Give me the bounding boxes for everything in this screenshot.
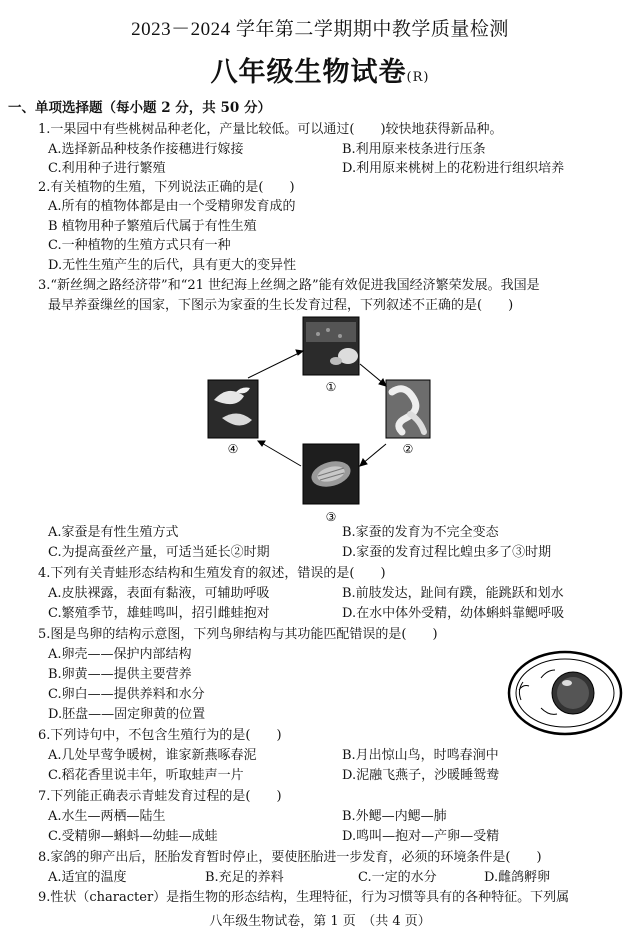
q1-option-c: C.利用种子进行繁殖	[48, 161, 166, 176]
q2-option-d: D.无性生殖产生的后代，具有更大的变异性	[48, 258, 297, 273]
q1-option-a: A.选择新品种枝条作接穗进行嫁接	[48, 142, 244, 157]
q4-option-d: D.在水中体外受精，幼体蝌蚪靠鳃呼吸	[342, 606, 565, 621]
question-9-stem: 9.性状（character）是指生物的形态结构，生理特征，行为习惯等具有的各种特征。下列属	[38, 890, 570, 905]
page-footer: 八年级生物试卷，第 1 页 （共 4 页）	[209, 914, 431, 929]
q2-option-a: A.所有的植物体都是由一个受精卵发育成的	[48, 199, 296, 214]
question-8-stem: 8.家鸽的卵产出后，胚胎发育暂时停止，要使胚胎进一步发育，必须的环境条件是( )	[38, 850, 542, 865]
germinal-disc	[562, 680, 572, 686]
q7-option-a: A.水生—两栖—陆生	[48, 809, 166, 824]
q6-option-d: D.泥融飞燕子，沙暖睡鸳鸯	[342, 768, 500, 783]
q8-option-a: A.适宜的温度	[48, 870, 127, 885]
title-suffix: (R)	[406, 70, 430, 85]
q5-option-d: D.胚盘——固定卵黄的位置	[48, 707, 206, 722]
q3-option-d: D.家蚕的发育过程比蝗虫多了③时期	[342, 545, 552, 560]
figure-label-1: ①	[325, 380, 337, 394]
q1-option-b: B.利用原来枝条进行压条	[342, 142, 486, 157]
question-4-stem: 4.下列有关青蛙形态结构和生殖发育的叙述，错误的是( )	[38, 566, 386, 581]
q4-option-b: B.前肢发达，趾间有蹼，能跳跃和划水	[342, 586, 564, 601]
pupa-stage-image	[303, 444, 359, 504]
bird-egg-diagram	[505, 648, 625, 738]
q5-option-b: B.卵黄——提供主要营养	[48, 667, 192, 682]
q6-option-c: C.稻花香里说丰年，听取蛙声一片	[48, 768, 244, 783]
figure-label-2: ②	[402, 442, 414, 456]
q3-option-c: C.为提高蚕丝产量，可适当延长②时期	[48, 545, 270, 560]
q2-option-b: B 植物用种子繁殖后代属于有性生殖	[48, 219, 257, 234]
question-5-stem: 5.图是鸟卵的结构示意图，下列鸟卵结构与其功能匹配错误的是( )	[38, 627, 438, 642]
q1-option-d: D.利用原来桃树上的花粉进行组织培养	[342, 161, 565, 176]
silkworm-lifecycle-figure	[200, 314, 440, 524]
question-3-stem-line2: 最早养蚕缫丝的国家，下图示为家蚕的生长发育过程，下列叙述不正确的是( )	[48, 298, 514, 313]
question-3-stem-line1: 3.“新丝绸之路经济带”和“21 世纪海上丝绸之路”能有效促进我国经济繁荣发展。我国是	[38, 278, 540, 293]
q6-option-a: A.几处早莺争暖树，谁家新燕啄春泥	[48, 748, 257, 763]
page-title	[0, 50, 640, 89]
q6-option-b: B.月出惊山鸟，时鸣春涧中	[342, 748, 499, 763]
q2-option-c: C.一种植物的生殖方式只有一种	[48, 238, 231, 253]
q3-option-b: B.家蚕的发育为不完全变态	[342, 525, 499, 540]
title-text: 八年级生物试卷	[210, 57, 407, 88]
q8-option-c: C.一定的水分	[358, 870, 437, 885]
section-heading: 一、单项选择题（每小题 2 分，共 50 分）	[8, 100, 271, 116]
figure-label-4: ④	[227, 442, 239, 456]
q3-option-a: A.家蚕是有性生殖方式	[48, 525, 179, 540]
exam-header: 2023－2024 学年第二学期期中教学质量检测	[131, 19, 509, 40]
q4-option-a: A.皮肤裸露，表面有黏液，可辅助呼吸	[48, 586, 270, 601]
question-7-stem: 7.下列能正确表示青蛙发育过程的是( )	[38, 789, 282, 804]
q5-option-c: C.卵白——提供养料和水分	[48, 687, 205, 702]
yolk-membrane	[557, 677, 589, 709]
q8-option-d: D.雌鸽孵卵	[484, 870, 551, 885]
adult-moth-stage-image	[208, 380, 258, 438]
larva-stage-image	[386, 380, 430, 438]
q4-option-c: C.繁殖季节，雄蛙鸣叫，招引雌蛙抱对	[48, 606, 270, 621]
q7-option-c: C.受精卵—蝌蚪—幼蛙—成蛙	[48, 829, 218, 844]
q5-option-a: A.卵壳——保护内部结构	[48, 647, 192, 662]
q8-option-b: B.充足的养料	[205, 870, 284, 885]
q7-option-b: B.外鳃—内鳃—肺	[342, 809, 447, 824]
egg-stage-image	[303, 317, 359, 375]
question-1-stem: 1.一果园中有些桃树品种老化，产量比较低。可以通过( )较快地获得新品种。	[38, 122, 503, 137]
q7-option-d: D.鸣叫—抱对—产卵—受精	[342, 829, 500, 844]
question-6-stem: 6.下列诗句中，不包含生殖行为的是( )	[38, 728, 282, 743]
question-2-stem: 2.有关植物的生殖，下列说法正确的是( )	[38, 180, 295, 195]
figure-label-3: ③	[325, 510, 337, 524]
